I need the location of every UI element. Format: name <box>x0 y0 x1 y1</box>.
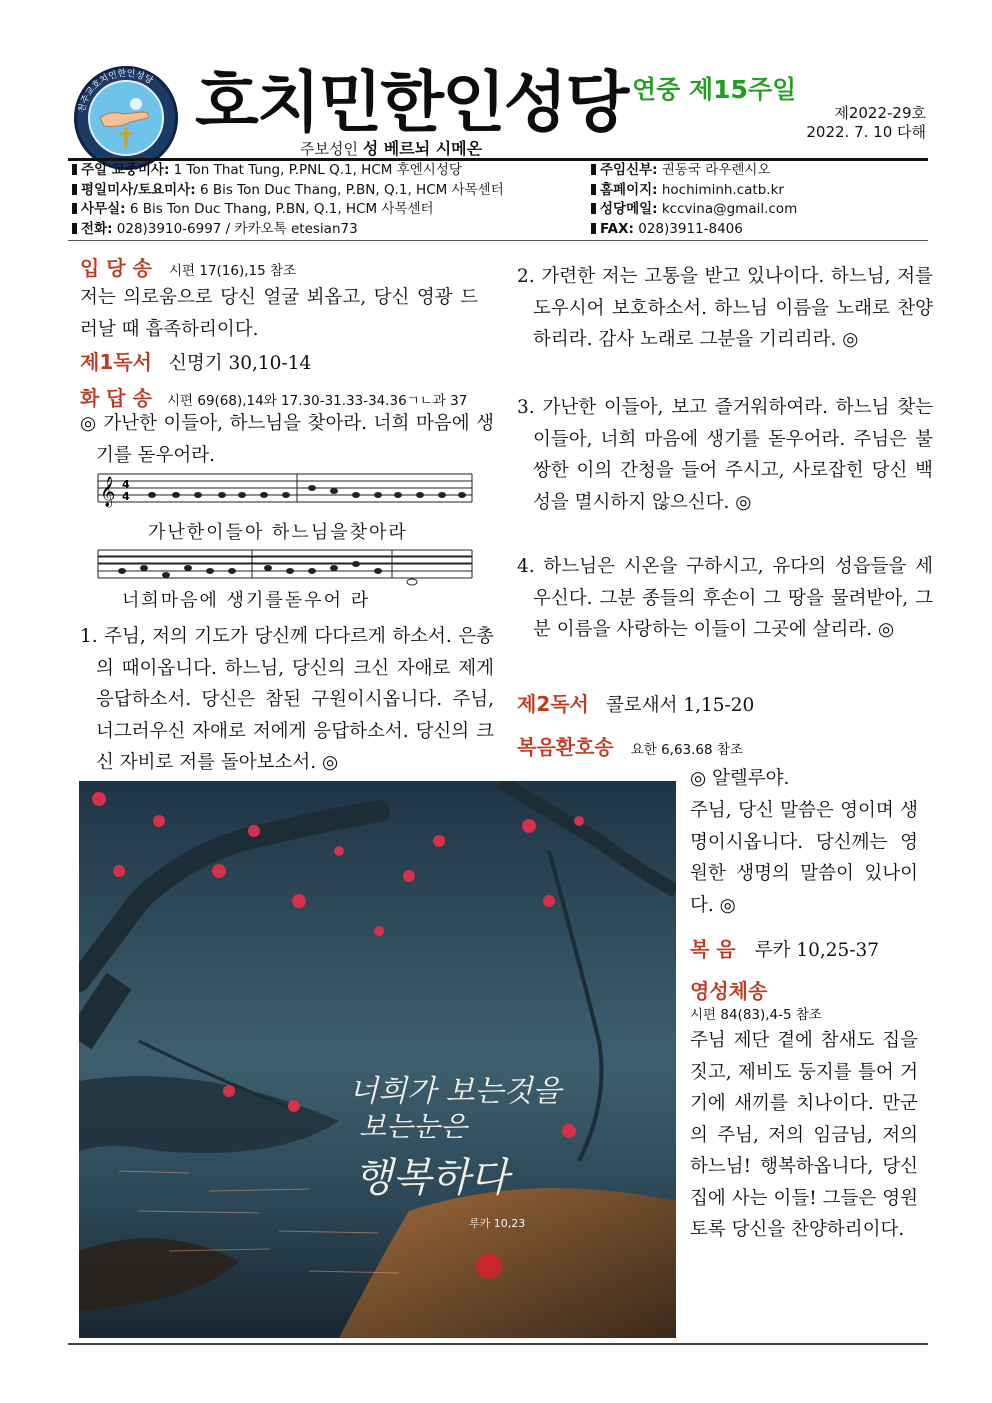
alleluia-heading: 복음환호송 <box>517 735 614 759</box>
info-left <box>72 161 572 239</box>
info-row: 홈페이지: hochiminh.catb.kr <box>591 181 921 201</box>
psalm-verse-1: 1. 주님, 저의 기도가 당신께 다다르게 하소서. 은총의 때이옵니다. 하느님, 당신의 크신 자애로 제게 응답하소서. 당신은 참된 구원이시옵니다. 주님, 너그러우신 자애로 저에게 응답하소서. 당신의 크신 자비로 저를 돌아보소서. ◎ <box>80 626 494 773</box>
communion-text: 주님 제단 곁에 참새도 집을 짓고, 제비도 둥지를 틀어 거기에 새끼를 치나이다. 만군의 주님, 저의 임금님, 저의 하느님! 행복하옵니다, 당신 집에 사는 이들! 그들은 영원토록 당신을 찬양하리이다. <box>690 1030 918 1240</box>
alleluia-heading-row <box>517 731 743 760</box>
entrance-ref: 시편 17(16),15 참조 <box>168 263 297 279</box>
patron-label: 주보성인 <box>300 140 358 158</box>
gospel-ref: 루카 10,25-37 <box>754 940 880 961</box>
parish-logo <box>74 66 178 170</box>
calligraphy-line-3: 행복하다 <box>354 1155 509 1201</box>
patron-name: 성 베르뇌 시메온 <box>362 139 483 158</box>
info-row: 평일미사/토요미사: 6 Bis Ton Duc Thang, P.BN, Q.1, HCM 사목센터 <box>72 181 572 201</box>
psalm-verse-2: 2. 가련한 저는 고통을 받고 있나이다. 하느님, 저를 도우시어 보호하소서. 하느님 이름을 노래로 찬양하리라. 감사 노래로 그분을 기리리라. ◎ <box>517 266 933 350</box>
page-title: 호치민한인성당 <box>195 63 628 141</box>
reading2-heading: 제2독서 <box>517 692 589 716</box>
reading1-ref: 신명기 30,10-14 <box>168 353 312 374</box>
psalm-refrain: ◎ 가난한 이들아, 하느님을 찾아라. 너희 마음에 생기를 돋우어라. <box>80 413 494 466</box>
reading2-row <box>517 688 754 721</box>
footer-divider <box>68 1343 928 1345</box>
alleluia-line: ◎ 알렐루야. <box>690 768 790 789</box>
reading1-row <box>80 346 311 379</box>
info-divider <box>68 240 928 241</box>
communion-ref: 시편 84(83),4-5 참조 <box>690 1007 822 1023</box>
svg-text:천주교호치민한인성당: 천주교호치민한인성당 <box>77 68 155 114</box>
reading1-heading: 제1독서 <box>80 350 152 374</box>
treble-clef-icon: 𝄞 <box>100 477 116 507</box>
info-right <box>591 161 921 239</box>
reading2-ref: 콜로새서 1,15-20 <box>605 695 755 716</box>
notes <box>148 485 466 498</box>
issue-date: 2022. 7. 10 다해 <box>806 123 926 141</box>
logo-ring-text <box>74 66 178 170</box>
liturgical-season: 연중 제15주일 <box>632 75 797 104</box>
patron-saint <box>300 136 482 159</box>
issue-info <box>806 104 926 142</box>
alleluia-ref: 요한 6,63.68 참조 <box>630 742 743 758</box>
info-row: 주일 교중미사: 1 Ton That Tung, P.PNL Q.1, HCM 후엔시성당 <box>72 161 572 181</box>
gospel-row <box>690 933 879 966</box>
alleluia-text: 주님, 당신 말씀은 영이며 생명이시옵니다. 당신께는 영원한 생명의 말씀이 있나이다. ◎ <box>690 800 918 916</box>
psalm-heading-row <box>80 382 467 411</box>
calligraphy-source: 루카 10,23 <box>469 1217 526 1230</box>
music-lyric-1: 가난한이들아 하느님을찾아라 <box>148 522 408 543</box>
info-row: 전화: 028)3910-6997 / 카카오톡 etesian73 <box>72 220 572 240</box>
psalm-ref: 시편 69(68),14와 17.30-31.33-34.36ㄱㄴ과 37 <box>166 393 468 409</box>
calligraphy-painting <box>79 781 676 1338</box>
issue-number: 제2022-29호 <box>834 104 926 122</box>
calligraphy-line-1: 너희가 보는것을 <box>349 1074 562 1109</box>
plum-blossom-painting <box>79 781 676 1338</box>
psalm-verse-4: 4. 하느님은 시온을 구하시고, 유다의 성읍들을 세우신다. 그분 종들의 후손이 그 땅을 물려받아, 그분 이름을 사랑하는 이들이 그곳에 살리라. ◎ <box>517 556 933 640</box>
svg-text:4: 4 <box>122 490 130 503</box>
artist-seal <box>476 1253 502 1279</box>
psalm-heading: 화 답 송 <box>80 386 152 410</box>
music-lyric-2: 너희마음에 생기를돋우어 라 <box>122 590 371 611</box>
entrance-heading-row <box>80 252 296 281</box>
info-row: 주임신부: 권동국 라우렌시오 <box>591 161 921 181</box>
music-score <box>92 466 478 616</box>
communion-heading: 영성체송 <box>690 979 768 1003</box>
gospel-heading: 복 음 <box>690 937 736 961</box>
info-row: 사무실: 6 Bis Ton Duc Thang, P.BN, Q.1, HCM 사목센터 <box>72 200 572 220</box>
staff-notation-2 <box>92 546 478 586</box>
svg-text:4: 4 <box>122 478 130 491</box>
info-row: 성당메일: kccvina@gmail.com <box>591 200 921 220</box>
entrance-text: 저는 의로움으로 당신 얼굴 뵈옵고, 당신 영광 드러날 때 흡족하리이다. <box>80 287 478 340</box>
info-row: FAX: 028)3911-8406 <box>591 220 921 240</box>
calligraphy-line-2: 보는눈은 <box>359 1110 468 1143</box>
entrance-heading: 입 당 송 <box>80 256 152 280</box>
psalm-verse-3: 3. 가난한 이들아, 보고 즐거워하여라. 하느님 찾는 이들아, 너희 마음에 생기를 돋우어라. 주님은 불쌍한 이의 간청을 들어 주시고, 사로잡힌 당신 백성을 멸시하지 않으신다. ◎ <box>517 397 933 513</box>
